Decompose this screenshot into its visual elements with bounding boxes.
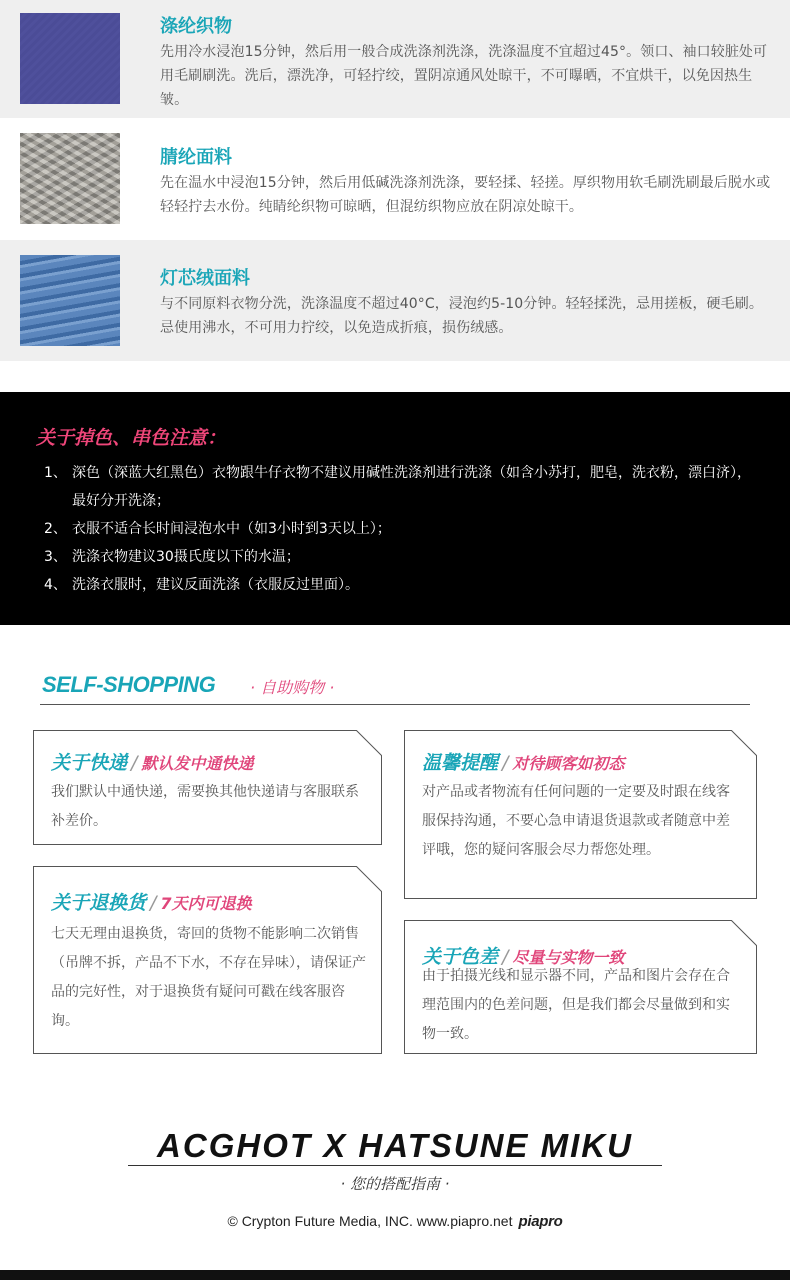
slash-divider: / (502, 752, 509, 774)
card-title-text: 关于色差 (422, 946, 499, 968)
card-title (422, 748, 624, 775)
notice-item-number: 3、 (44, 549, 67, 565)
card-text: 对产品或者物流有任何问题的一定要及时跟在线客服保持沟通，不要心急申请退货退款或者随意中差评哦，您的疑问客服会尽力帮您处理。 (422, 784, 730, 858)
card-text: 我们默认中通快递，需要换其他快递请与客服联系补差价。 (51, 784, 359, 829)
fabric-description: 与不同原料衣物分洗，洗涤温度不超过40°C，浸泡约5-10分钟。轻轻揉洗，忌用搓板，硬毛刷。忌使用沸水，不可用力拧绞，以免造成折痕，损伤绒感。 (160, 296, 763, 336)
card-title-text: 温馨提醒 (422, 752, 499, 774)
card-tag: 默认发中通快递 (141, 754, 254, 773)
card-text: 七天无理由退换货，寄回的货物不能影响二次销售（吊牌不拆，产品不下水，不存在异味），请保证产品的完好性，对于退换货有疑问可戳在线客服咨询。 (51, 926, 366, 1029)
slash-divider: / (502, 946, 509, 968)
notice-item-number: 4、 (44, 577, 67, 593)
copyright-text: © Crypton Future Media, INC. www.piapro.net (227, 1213, 513, 1229)
fabric-title: 涤纶织物 (160, 16, 232, 37)
card-title (51, 888, 252, 915)
reminder-card (404, 730, 757, 899)
card-tag: 对待顾客如初态 (512, 754, 625, 773)
bottom-bar (0, 1270, 790, 1280)
notice-item (44, 571, 764, 599)
notice-item-number: 1、 (44, 465, 67, 481)
shipping-info-card (33, 730, 382, 845)
notice-item-text: 衣服不适合长时间浸泡水中（如3小时到3天以上）； (72, 521, 391, 537)
card-text: 由于拍摄光线和显示器不同，产品和图片会存在合理范围内的色差问题，但是我们都会尽量做到和实物一致。 (422, 968, 730, 1042)
card-title-text: 关于快递 (51, 752, 128, 774)
fabric-title: 腈纶面料 (160, 147, 232, 168)
polyester-swatch-image (20, 13, 120, 104)
fabric-description: 先用冷水浸泡15分钟，然后用一般合成洗涤剂洗涤，洗涤温度不宜超过45°。领口、袖口较脏处可用毛刷刷洗。洗后，漂洗净，可轻拧绞，置阴凉通风处晾干，不可曝晒，不宜烘干，以免因热生皱。 (160, 44, 768, 108)
fabric-description: 先在温水中浸泡15分钟，然后用低碱洗涤剂洗涤，要轻揉、轻搓。厚织物用软毛刷洗刷最后脱水或轻轻拧去水份。纯睛纶织物可晾晒，但混纺织物应放在阴凉处晾干。 (160, 175, 771, 215)
card-title (51, 748, 253, 775)
folded-corner-icon (731, 920, 757, 946)
card-tag: 尽量与实物一致 (512, 948, 625, 967)
slash-divider: / (150, 892, 157, 914)
notice-list (44, 459, 764, 599)
folded-corner-icon (356, 866, 382, 892)
notice-item-text: 深色（深蓝大红黑色）衣物跟牛仔衣物不建议用碱性洗涤剂进行洗涤（如含小苏打，肥皂，洗衣粉，漂白济），最好分开洗涤； (72, 465, 751, 509)
brand-title: ACGHOT X HATSUNE MIKU (157, 1127, 633, 1164)
color-difference-card (404, 920, 757, 1054)
folded-corner-icon (356, 730, 382, 756)
notice-item-text: 洗涤衣物建议30摄氏度以下的水温； (72, 549, 300, 565)
corduroy-swatch-image (20, 255, 120, 346)
folded-corner-icon (731, 730, 757, 756)
brand-subtitle: · 您的搭配指南 · (340, 1175, 450, 1193)
returns-info-card (33, 866, 382, 1054)
notice-item (44, 543, 764, 571)
section-divider (40, 704, 750, 705)
notice-item (44, 515, 764, 543)
card-tag: 7天内可退换 (160, 894, 252, 913)
card-title-text: 关于退换货 (51, 892, 147, 914)
piapro-logo: piapro (518, 1213, 563, 1230)
notice-item (44, 459, 764, 515)
acrylic-swatch-image (20, 133, 120, 224)
slash-divider: / (131, 752, 138, 774)
brand-underline (128, 1165, 662, 1166)
copyright-line (0, 1213, 790, 1230)
notice-item-text: 洗涤衣服时，建议反面洗涤（衣服反过里面）。 (72, 577, 359, 593)
notice-item-number: 2、 (44, 521, 67, 537)
self-shopping-heading: SELF-SHOPPING (42, 672, 216, 697)
fabric-title: 灯芯绒面料 (160, 268, 250, 289)
self-shopping-subheading: · 自助购物 · (250, 678, 335, 697)
notice-title: 关于掉色、串色注意： (36, 427, 227, 449)
